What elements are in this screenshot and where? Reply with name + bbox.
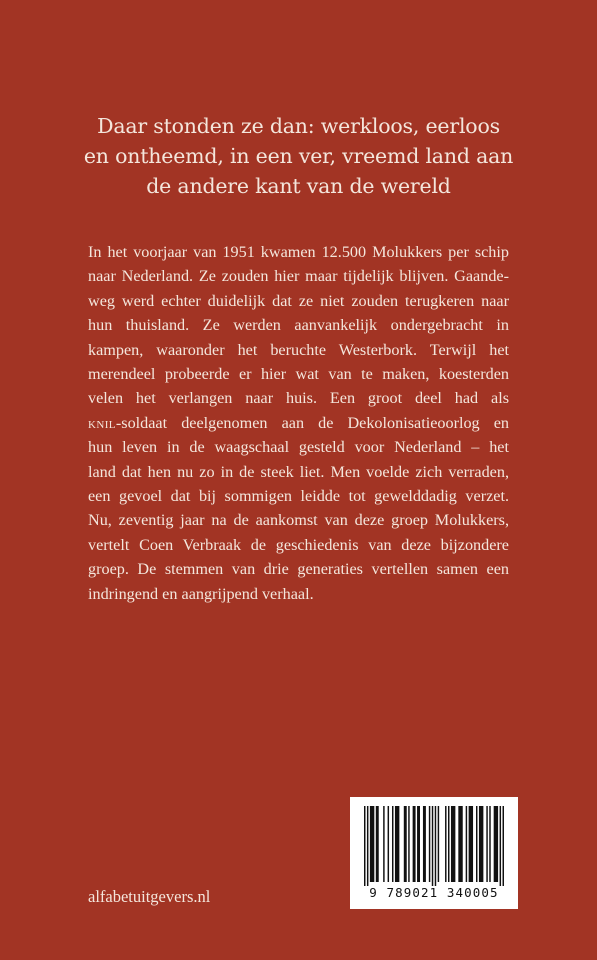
isbn-number: 9 789021 340005 bbox=[369, 885, 499, 900]
barcode-bar bbox=[448, 806, 449, 882]
barcode-bar bbox=[476, 806, 477, 882]
barcode-bar bbox=[445, 806, 446, 882]
barcode-bar bbox=[395, 806, 399, 882]
blurb-text bbox=[88, 240, 509, 606]
blurb-line: kampen, waaronder het beruchte Westerbork. Terwijl het bbox=[88, 340, 509, 359]
barcode-bar bbox=[438, 806, 439, 882]
barcode-bar bbox=[408, 806, 409, 882]
barcode-bar bbox=[458, 806, 462, 882]
blurb-line-knil bbox=[88, 411, 509, 435]
blurb-line: land dat hen nu zo in de steek liet. Men voelde zich verraden, bbox=[88, 462, 509, 481]
barcode-bar bbox=[466, 806, 467, 882]
blurb-line-rest: -soldaat deelgenomen aan de Dekolonisatieoorlog en bbox=[115, 413, 509, 432]
knil-abbreviation: knil bbox=[88, 413, 116, 432]
barcode-bar bbox=[451, 806, 455, 882]
barcode-label bbox=[350, 797, 518, 909]
barcode-bar bbox=[367, 806, 368, 886]
barcode-bar bbox=[370, 806, 374, 882]
tagline-line: de andere kant van de wereld bbox=[146, 174, 451, 198]
blurb-line: indringend en aangrijpend verhaal. bbox=[88, 584, 314, 603]
barcode-bar bbox=[364, 806, 365, 886]
barcode-bar bbox=[388, 806, 389, 882]
tagline bbox=[60, 111, 537, 201]
blurb-line: naar Nederland. Ze zouden hier maar tijdelijk blijven. Gaande- bbox=[88, 267, 509, 286]
blurb-line: hun thuisland. Ze werden aanvankelijk ondergebracht in bbox=[88, 316, 509, 335]
barcode-bar bbox=[486, 806, 487, 882]
blurb-line: weg werd echter duidelijk dat ze niet zouden terugkeren naar bbox=[88, 291, 509, 310]
blurb-line: groep. De stemmen van drie generaties vertellen samen een bbox=[88, 560, 509, 579]
barcode-bar bbox=[500, 806, 501, 886]
barcode-bar bbox=[392, 806, 393, 882]
tagline-line: Daar stonden ze dan: werkloos, eerloos bbox=[97, 114, 500, 138]
blurb-line: merendeel probeerde er hier wat van te maken, koesterden bbox=[88, 365, 509, 384]
blurb-line: hun leven in de waagschaal gesteld voor Nederland – het bbox=[88, 438, 509, 457]
barcode-bar bbox=[423, 806, 426, 882]
barcode-bar bbox=[435, 806, 436, 886]
barcode-bar bbox=[494, 806, 498, 882]
blurb-line: In het voorjaar van 1951 kwamen 12.500 Molukkers per schip bbox=[88, 243, 509, 261]
blurb-line: Nu, zeventig jaar na de aankomst van deze groep Molukkers, bbox=[88, 511, 509, 530]
isbn-barcode bbox=[364, 806, 504, 886]
barcode-bar bbox=[503, 806, 504, 886]
barcode-bar bbox=[432, 806, 433, 886]
barcode-bar bbox=[469, 806, 473, 882]
barcode-bar bbox=[404, 806, 407, 882]
barcode-bar bbox=[479, 806, 483, 882]
barcode-bar bbox=[429, 806, 430, 882]
blurb-line: velen het verlangen naar huis. Een groot deel had als bbox=[88, 389, 509, 408]
barcode-bar bbox=[417, 806, 420, 882]
barcode-bar bbox=[383, 806, 384, 882]
blurb-line: vertelt Coen Verbraak de geschiedenis van deze bijzondere bbox=[88, 535, 509, 554]
blurb-line: een gevoel dat bij sommigen leidde tot gewelddadig verzet. bbox=[88, 487, 509, 506]
publisher-website: alfabetuitgevers.nl bbox=[88, 887, 211, 906]
tagline-line: en ontheemd, in een ver, vreemd land aan bbox=[83, 144, 514, 168]
barcode-bar bbox=[376, 806, 379, 882]
barcode-bar bbox=[413, 806, 416, 882]
barcode-bar bbox=[489, 806, 490, 882]
